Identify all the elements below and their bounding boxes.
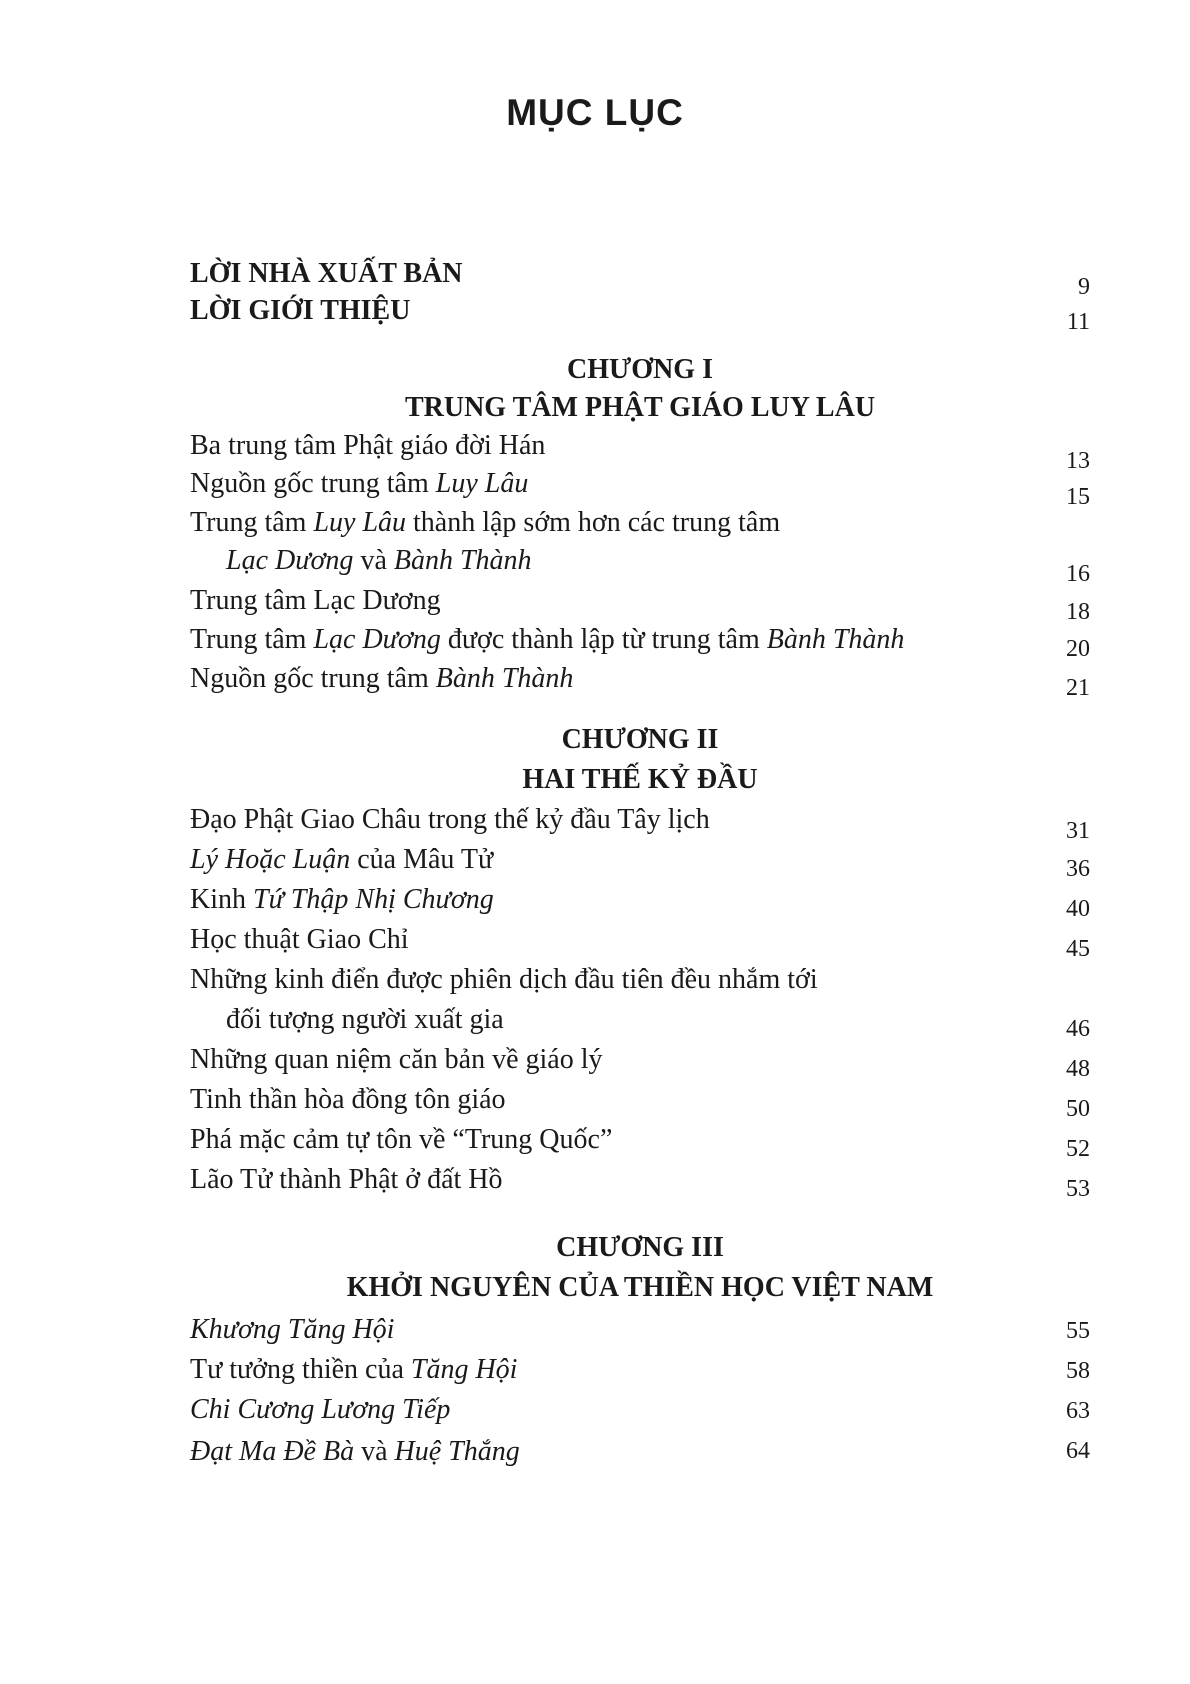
toc-entry-label: đối tượng người xuất gia [226, 1004, 504, 1035]
toc-entry-label: Trung tâm Lạc Dương được thành lập từ trung tâm Bành Thành [190, 624, 905, 655]
toc-page-number: 40 [1066, 896, 1090, 922]
toc-page-number: 36 [1066, 856, 1090, 882]
page-title: MỤC LỤC [506, 92, 684, 133]
toc-page-number: 45 [1066, 936, 1090, 962]
toc-entry-label: LỜI GIỚI THIỆU [190, 295, 411, 326]
toc-entry-label: Phá mặc cảm tự tôn về “Trung Quốc” [190, 1124, 613, 1155]
toc-entry-label: Những quan niệm căn bản về giáo lý [190, 1044, 603, 1075]
toc-page-number: 55 [1066, 1318, 1090, 1344]
toc-entry-label: Lạc Dương và Bành Thành [226, 545, 532, 576]
toc-page-number: 20 [1066, 636, 1090, 662]
toc-entry-label: Học thuật Giao Chỉ [190, 924, 409, 955]
toc-page-number: 58 [1066, 1358, 1090, 1384]
toc-entry-label: Tư tưởng thiền của Tăng Hội [190, 1354, 518, 1385]
toc-entry-label: Nguồn gốc trung tâm Luy Lâu [190, 468, 529, 499]
toc-page-number: 64 [1066, 1438, 1090, 1464]
toc-entry[interactable] [190, 1164, 1090, 1214]
chapter-number: CHƯƠNG II [561, 724, 719, 755]
toc-entry[interactable] [190, 663, 1090, 713]
toc-entry-label: Nguồn gốc trung tâm Bành Thành [190, 663, 574, 694]
toc-entry-label: Khương Tăng Hội [190, 1314, 395, 1345]
toc-entry-label: Lý Hoặc Luận của Mâu Tử [190, 844, 494, 875]
toc-entry[interactable] [190, 1436, 1090, 1486]
toc-entry-label: Lão Tử thành Phật ở đất Hồ [190, 1164, 503, 1195]
toc-page-number: 13 [1066, 448, 1090, 474]
toc-page-number: 48 [1066, 1056, 1090, 1082]
toc-page-number: 53 [1066, 1176, 1090, 1202]
toc-page-number: 11 [1066, 309, 1090, 335]
toc-entry-label: Kinh Tứ Thập Nhị Chương [190, 884, 494, 915]
chapter-title: HAI THẾ KỶ ĐẦU [522, 764, 758, 795]
toc-page-number: 52 [1066, 1136, 1090, 1162]
toc-page-number: 16 [1066, 561, 1090, 587]
toc-page-number: 21 [1066, 675, 1090, 701]
chapter-number: CHƯƠNG I [567, 354, 713, 385]
toc-page-number: 50 [1066, 1096, 1090, 1122]
toc-entry-label: Đạo Phật Giao Châu trong thế kỷ đầu Tây lịch [190, 804, 710, 835]
toc-page-number: 9 [1078, 274, 1090, 300]
toc-page-number: 18 [1066, 599, 1090, 625]
toc-entry-label: Trung tâm Luy Lâu thành lập sớm hơn các trung tâm [190, 507, 781, 538]
chapter-title: TRUNG TÂM PHẬT GIÁO LUY LÂU [404, 392, 876, 423]
toc-entry-label: Đạt Ma Đề Bà và Huệ Thắng [190, 1436, 520, 1467]
toc-page-number: 63 [1066, 1398, 1090, 1424]
chapter-number: CHƯƠNG III [556, 1232, 724, 1263]
chapter-title: KHỞI NGUYÊN CỦA THIỀN HỌC VIỆT NAM [346, 1272, 934, 1303]
toc-page-number: 15 [1066, 484, 1090, 510]
toc-entry-label: Trung tâm Lạc Dương [190, 585, 441, 616]
toc-entry-label: Những kinh điển được phiên dịch đầu tiên đều nhắm tới [190, 964, 818, 995]
toc-page-number: 46 [1066, 1016, 1090, 1042]
toc-entry-label: LỜI NHÀ XUẤT BẢN [190, 258, 463, 289]
toc-entry-label: Tinh thần hòa đồng tôn giáo [190, 1084, 506, 1115]
toc-entry-introduction[interactable] [190, 295, 1090, 345]
toc-page-number: 31 [1066, 818, 1090, 844]
toc-entry-label: Chi Cương Lương Tiếp [190, 1394, 451, 1425]
toc-entry-label: Ba trung tâm Phật giáo đời Hán [190, 430, 546, 461]
